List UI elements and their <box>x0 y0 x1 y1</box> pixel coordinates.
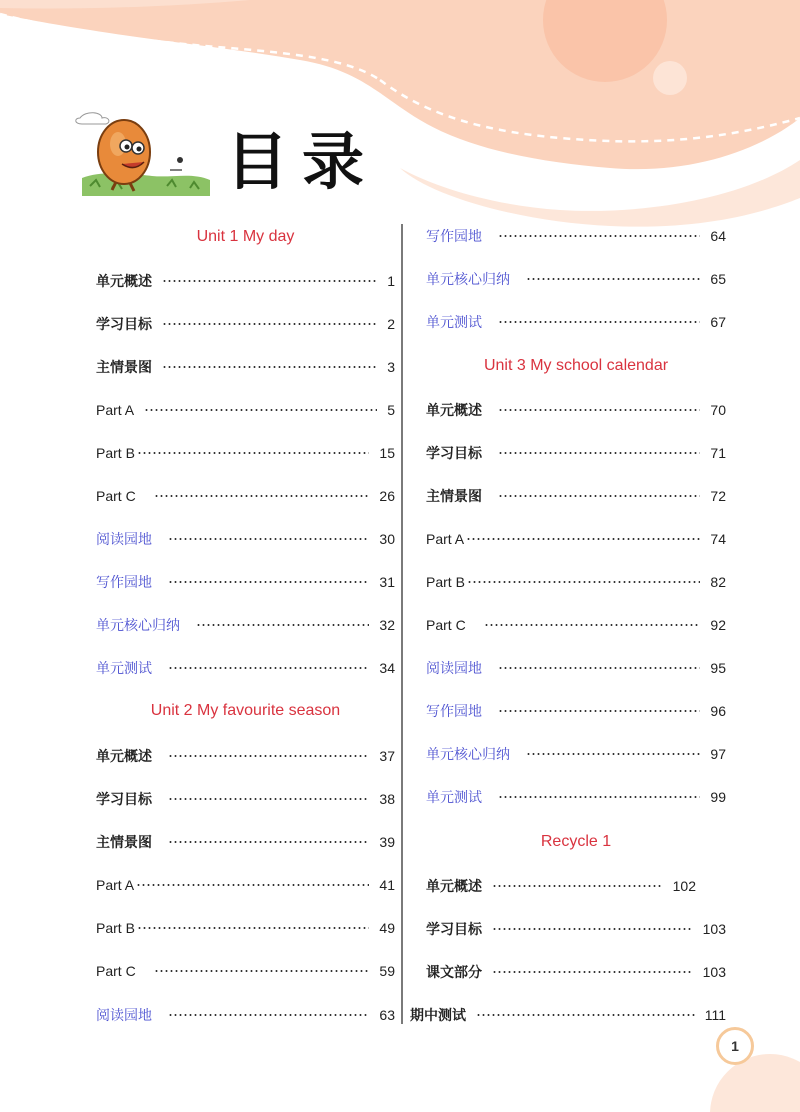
toc-item[interactable] <box>96 399 395 421</box>
toc-item[interactable] <box>96 528 395 550</box>
toc-item-label: Part A <box>96 877 135 893</box>
leader-dots <box>492 885 663 887</box>
toc-item-label: Part B <box>426 574 465 590</box>
leader-dots <box>466 538 700 540</box>
leader-dots <box>168 798 369 800</box>
toc-item[interactable] <box>96 874 395 896</box>
unit-heading: Unit 2 My favourite season <box>150 702 341 719</box>
leader-dots <box>144 409 377 411</box>
toc-item[interactable] <box>426 442 726 464</box>
unit-heading: Unit 1 My day <box>196 228 295 245</box>
column-divider <box>401 224 403 1024</box>
toc-item-label: 学习目标 <box>96 792 152 808</box>
toc-item-label: Part A <box>426 531 465 547</box>
toc-item-label: 单元核心归纳 <box>426 272 510 288</box>
toc-item-page: 111 <box>704 1007 726 1023</box>
toc-item[interactable] <box>96 313 395 335</box>
toc-item-page: 63 <box>379 1007 395 1023</box>
toc-item-label: Part C <box>426 617 466 633</box>
toc-item-page: 26 <box>379 488 395 504</box>
toc-item-page: 5 <box>387 402 395 418</box>
toc-item-page: 37 <box>379 748 395 764</box>
toc-item-label: 写作园地 <box>426 704 482 720</box>
toc-item-label: 主情景图 <box>96 835 152 851</box>
toc-item-label: Part A <box>96 402 135 418</box>
toc-item-page: 2 <box>387 316 395 332</box>
toc-item[interactable] <box>426 528 726 550</box>
toc-item-label: 阅读园地 <box>426 661 482 677</box>
toc-item-page: 99 <box>710 789 726 805</box>
toc-item[interactable] <box>96 442 395 464</box>
toc-item[interactable] <box>426 657 726 679</box>
toc-item-page: 103 <box>702 964 726 980</box>
toc-item-page: 65 <box>710 271 726 287</box>
toc-item[interactable] <box>426 485 726 507</box>
toc-item-page: 92 <box>710 617 726 633</box>
egg-mascot-icon <box>72 108 212 198</box>
toc-item[interactable] <box>426 311 726 333</box>
toc-item-label: 期中测试 <box>410 1008 466 1024</box>
toc-item-label: 学习目标 <box>426 446 482 462</box>
leader-dots <box>168 538 369 540</box>
toc-item-label: 单元概述 <box>426 403 482 419</box>
leader-dots <box>136 884 369 886</box>
toc-item-page: 32 <box>379 617 395 633</box>
toc-item-label: 主情景图 <box>96 360 152 376</box>
leader-dots <box>498 667 700 669</box>
toc-item-page: 39 <box>379 834 395 850</box>
toc-item-page: 102 <box>672 878 696 894</box>
toc-item-page: 95 <box>710 660 726 676</box>
leader-dots <box>498 495 700 497</box>
toc-item-page: 70 <box>710 402 726 418</box>
toc-item[interactable] <box>426 614 726 636</box>
toc-item-page: 72 <box>710 488 726 504</box>
leader-dots <box>526 753 700 755</box>
toc-item-label: 单元概述 <box>96 749 152 765</box>
toc-item-label: 课文部分 <box>426 965 482 981</box>
toc-item-label: 单元测试 <box>426 790 482 806</box>
leader-dots <box>168 581 369 583</box>
leader-dots <box>168 841 369 843</box>
toc-item[interactable] <box>426 700 726 722</box>
page-title: 目录 <box>226 125 379 198</box>
leader-dots <box>492 971 693 973</box>
toc-item-page: 31 <box>379 574 395 590</box>
toc-item[interactable] <box>426 918 726 940</box>
toc-item-label: 主情景图 <box>426 489 482 505</box>
leader-dots <box>526 278 700 280</box>
toc-item-page: 103 <box>702 921 726 937</box>
leader-dots <box>162 280 377 282</box>
leader-dots <box>498 452 700 454</box>
toc-item[interactable] <box>96 917 395 939</box>
toc-item[interactable] <box>96 270 395 292</box>
toc-item-page: 3 <box>387 359 395 375</box>
toc-item-page: 67 <box>710 314 726 330</box>
toc-item-page: 82 <box>710 574 726 590</box>
toc-item-label: Part C <box>96 963 136 979</box>
toc-item-page: 41 <box>379 877 395 893</box>
toc-item-label: 阅读园地 <box>96 532 152 548</box>
toc-item[interactable] <box>426 571 726 593</box>
leader-dots <box>467 581 701 583</box>
toc-item-page: 38 <box>379 791 395 807</box>
leader-dots <box>484 624 701 626</box>
leader-dots <box>162 366 377 368</box>
leader-dots <box>137 927 370 929</box>
toc-item-page: 59 <box>379 963 395 979</box>
toc-item-label: 单元概述 <box>96 274 152 290</box>
page-number-badge: 1 <box>716 1027 754 1065</box>
toc-item[interactable] <box>96 356 395 378</box>
toc-item[interactable] <box>96 960 395 982</box>
toc-item[interactable] <box>426 875 726 897</box>
toc-item-label: Part B <box>96 920 135 936</box>
leader-dots <box>498 796 700 798</box>
toc-item[interactable] <box>96 485 395 507</box>
toc-item-page: 49 <box>379 920 395 936</box>
toc-item[interactable] <box>96 614 395 636</box>
toc-item[interactable] <box>426 786 726 808</box>
toc-item-label: 学习目标 <box>426 922 482 938</box>
leader-dots <box>498 235 700 237</box>
leader-dots <box>154 495 370 497</box>
toc-item-label: 单元概述 <box>426 879 482 895</box>
toc-item-label: 写作园地 <box>426 229 482 245</box>
toc-item-page: 34 <box>379 660 395 676</box>
toc-item[interactable] <box>96 788 395 810</box>
toc-item-page: 74 <box>710 531 726 547</box>
toc-item[interactable] <box>96 745 395 767</box>
leader-dots <box>137 452 370 454</box>
toc-item-page: 96 <box>710 703 726 719</box>
leader-dots <box>498 321 700 323</box>
toc-item-label: 单元核心归纳 <box>96 618 180 634</box>
toc-item-label: Part C <box>96 488 136 504</box>
leader-dots <box>154 970 370 972</box>
leader-dots <box>196 624 369 626</box>
toc-item-label: 单元测试 <box>426 315 482 331</box>
unit-heading: Recycle 1 <box>540 833 612 850</box>
unit-heading: Unit 3 My school calendar <box>483 357 669 374</box>
leader-dots <box>492 928 693 930</box>
toc-item-page: 30 <box>379 531 395 547</box>
toc-item-page: 64 <box>710 228 726 244</box>
leader-dots <box>498 710 700 712</box>
leader-dots <box>168 667 369 669</box>
toc-item[interactable] <box>426 268 726 290</box>
toc-item-label: 阅读园地 <box>96 1008 152 1024</box>
leader-dots <box>168 1014 369 1016</box>
toc-item[interactable] <box>96 831 395 853</box>
toc-item-label: 单元核心归纳 <box>426 747 510 763</box>
leader-dots <box>168 755 369 757</box>
toc-item[interactable] <box>426 961 726 983</box>
toc-item-page: 15 <box>379 445 395 461</box>
toc-item[interactable] <box>96 571 395 593</box>
toc-item[interactable] <box>96 657 395 679</box>
toc-item[interactable] <box>426 399 726 421</box>
toc-item[interactable] <box>426 743 726 765</box>
toc-item[interactable] <box>426 225 726 247</box>
toc-item-label: 单元测试 <box>96 661 152 677</box>
leader-dots <box>498 409 700 411</box>
toc-item[interactable] <box>96 1004 395 1026</box>
toc-item-label: 学习目标 <box>96 317 152 333</box>
leader-dots <box>162 323 377 325</box>
toc-item-page: 1 <box>387 273 395 289</box>
toc-item-label: Part B <box>96 445 135 461</box>
toc-item-page: 97 <box>710 746 726 762</box>
toc-item-label: 写作园地 <box>96 575 152 591</box>
toc-item-page: 71 <box>710 445 726 461</box>
